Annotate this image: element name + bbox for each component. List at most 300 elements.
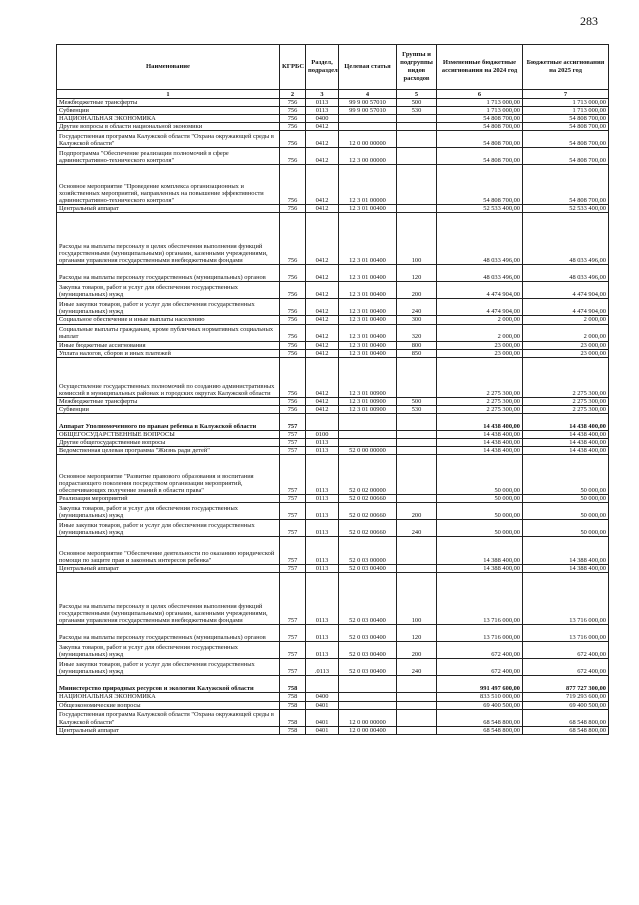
cell-amount-2024: 68 548 800,00	[437, 726, 523, 734]
cell-name: Иные закупки товаров, работ и услуг для обеспечения государственных (муниципальных) нужд	[57, 520, 280, 537]
cell-kgrbs: 756	[280, 213, 306, 265]
cell-name: Осуществление государственных полномочий по созданию административных комиссий в муниципальных районах и городских округах Калужской области	[57, 357, 280, 397]
cell-name: Аппарат Уполномоченного по правам ребенка в Калужской области	[57, 413, 280, 430]
table-row	[57, 405, 609, 413]
cell-section: 0113	[306, 537, 339, 565]
cell-group	[397, 447, 437, 455]
cell-name: Расходы на выплаты персоналу государственных (муниципальных) органов	[57, 625, 280, 642]
table-row	[57, 99, 609, 107]
cell-kgrbs: 757	[280, 565, 306, 573]
cell-group	[397, 537, 437, 565]
cell-amount-2025: 14 438 400,00	[523, 439, 609, 447]
cell-kgrbs: 758	[280, 701, 306, 709]
cell-section: 0412	[306, 341, 339, 349]
cell-amount-2024: 48 033 496,00	[437, 265, 523, 282]
cell-amount-2025: 68 548 800,00	[523, 726, 609, 734]
cell-amount-2025: 672 400,00	[523, 659, 609, 676]
cell-section: 0401	[306, 701, 339, 709]
cell-section: 0100	[306, 430, 339, 438]
cell-section: 0113	[306, 107, 339, 115]
table-row	[57, 495, 609, 503]
cell-amount-2024: 672 400,00	[437, 642, 523, 659]
cell-section: 0412	[306, 316, 339, 324]
header-2024: Измененные бюджетные ассигнования на 2024 год	[437, 45, 523, 90]
cell-group	[397, 357, 437, 397]
cell-amount-2025: 14 388 400,00	[523, 565, 609, 573]
cell-amount-2024: 1 713 000,00	[437, 99, 523, 107]
cell-kgrbs: 757	[280, 573, 306, 625]
table-row	[57, 165, 609, 205]
cell-name: Закупка товаров, работ и услуг для обеспечения государственных (муниципальных) нужд	[57, 282, 280, 299]
cell-group: 200	[397, 503, 437, 520]
cell-amount-2025: 13 716 000,00	[523, 573, 609, 625]
cell-name: Центральный аппарат	[57, 726, 280, 734]
cell-target: 99 9 00 57010	[339, 99, 397, 107]
cell-kgrbs: 757	[280, 520, 306, 537]
cell-kgrbs: 756	[280, 397, 306, 405]
cell-kgrbs: 756	[280, 324, 306, 341]
cell-name: Расходы на выплаты персоналу государственных (муниципальных) органов	[57, 265, 280, 282]
cell-name: Расходы на выплаты персоналу в целях обеспечения выполнения функций государственными (муниципальными) органами, казенными учреждениями, органами управления государственными внебюджетными фондами	[57, 213, 280, 265]
cell-group	[397, 565, 437, 573]
cell-amount-2025: 2 275 300,00	[523, 405, 609, 413]
cell-name: Государственная программа Калужской области "Охрана окружающей среды в Калужской области"	[57, 131, 280, 148]
cell-amount-2024: 54 808 700,00	[437, 123, 523, 131]
cell-section: 0113	[306, 447, 339, 455]
cell-target: 12 3 01 00400	[339, 349, 397, 357]
cell-section: 0400	[306, 693, 339, 701]
cell-target: 12 3 00 00000	[339, 148, 397, 165]
cell-group	[397, 495, 437, 503]
cell-name: Иные закупки товаров, работ и услуг для обеспечения государственных (муниципальных) нужд	[57, 299, 280, 316]
table-row	[57, 299, 609, 316]
cell-amount-2025: 50 000,00	[523, 495, 609, 503]
cell-target	[339, 693, 397, 701]
table-row	[57, 397, 609, 405]
cell-target	[339, 413, 397, 430]
cell-target: 99 9 00 57010	[339, 107, 397, 115]
cell-group	[397, 165, 437, 205]
cell-section: 0412	[306, 165, 339, 205]
cell-section: 0412	[306, 357, 339, 397]
table-row	[57, 341, 609, 349]
cell-kgrbs: 756	[280, 115, 306, 123]
column-number: 2	[280, 90, 306, 99]
cell-group: 200	[397, 642, 437, 659]
cell-section	[306, 413, 339, 430]
cell-section: 0401	[306, 726, 339, 734]
cell-group: 120	[397, 265, 437, 282]
cell-name: Закупка товаров, работ и услуг для обеспечения государственных (муниципальных) нужд	[57, 503, 280, 520]
cell-amount-2024: 54 808 700,00	[437, 148, 523, 165]
cell-section: 0113	[306, 625, 339, 642]
cell-kgrbs: 758	[280, 676, 306, 693]
table-row	[57, 520, 609, 537]
cell-amount-2025: 50 000,00	[523, 455, 609, 495]
table-row	[57, 349, 609, 357]
cell-target: 12 3 01 00400	[339, 265, 397, 282]
cell-amount-2025: 14 388 400,00	[523, 537, 609, 565]
table-row	[57, 439, 609, 447]
column-number: 6	[437, 90, 523, 99]
cell-kgrbs: 756	[280, 316, 306, 324]
cell-kgrbs: 756	[280, 341, 306, 349]
table-row	[57, 503, 609, 520]
cell-amount-2024: 2 275 300,00	[437, 357, 523, 397]
table-row	[57, 123, 609, 131]
table-row	[57, 148, 609, 165]
cell-name: Субвенции	[57, 405, 280, 413]
table-body	[57, 99, 609, 735]
cell-kgrbs: 757	[280, 447, 306, 455]
cell-group	[397, 439, 437, 447]
cell-kgrbs: 756	[280, 165, 306, 205]
cell-section: 0412	[306, 205, 339, 213]
cell-amount-2024: 52 533 400,00	[437, 205, 523, 213]
cell-section: 0401	[306, 709, 339, 726]
table-row	[57, 131, 609, 148]
cell-target: 12 0 00 00000	[339, 709, 397, 726]
cell-section: 0412	[306, 405, 339, 413]
cell-amount-2025: 4 474 904,00	[523, 299, 609, 316]
cell-name: Другие общегосударственные вопросы	[57, 439, 280, 447]
cell-section: 0412	[306, 349, 339, 357]
cell-amount-2024: 4 474 904,00	[437, 282, 523, 299]
cell-group: 240	[397, 659, 437, 676]
cell-name: Социальное обеспечение и иные выплаты населению	[57, 316, 280, 324]
cell-amount-2025: 4 474 904,00	[523, 282, 609, 299]
column-number: 1	[57, 90, 280, 99]
cell-group	[397, 123, 437, 131]
cell-target: 12 3 01 00900	[339, 397, 397, 405]
cell-amount-2024: 1 713 000,00	[437, 107, 523, 115]
cell-target: 52 0 03 00400	[339, 565, 397, 573]
table-row	[57, 573, 609, 625]
cell-amount-2024: 13 716 000,00	[437, 625, 523, 642]
cell-name: Подпрограмма "Обеспечение реализации полномочий в сфере административно-технического контроля"	[57, 148, 280, 165]
cell-group: 500	[397, 397, 437, 405]
cell-amount-2025: 14 438 400,00	[523, 430, 609, 438]
cell-kgrbs: 756	[280, 99, 306, 107]
cell-section: 0113	[306, 99, 339, 107]
table-row	[57, 565, 609, 573]
cell-amount-2025: 54 808 700,00	[523, 123, 609, 131]
cell-group	[397, 726, 437, 734]
cell-amount-2024: 54 808 700,00	[437, 165, 523, 205]
cell-section: 0113	[306, 495, 339, 503]
cell-amount-2025: 672 400,00	[523, 642, 609, 659]
cell-kgrbs: 758	[280, 709, 306, 726]
table-row	[57, 324, 609, 341]
cell-target	[339, 430, 397, 438]
cell-name: Межбюджетные трансферты	[57, 99, 280, 107]
cell-amount-2024: 50 000,00	[437, 503, 523, 520]
cell-amount-2024: 50 000,00	[437, 520, 523, 537]
cell-amount-2025: 48 033 496,00	[523, 213, 609, 265]
header-name: Наименование	[57, 45, 280, 90]
cell-target: 12 0 00 00000	[339, 131, 397, 148]
cell-section: 0113	[306, 573, 339, 625]
cell-amount-2024: 50 000,00	[437, 455, 523, 495]
cell-name: Другие вопросы в области национальной экономики	[57, 123, 280, 131]
cell-group: 530	[397, 107, 437, 115]
page-number: 283	[580, 14, 598, 28]
cell-kgrbs: 757	[280, 455, 306, 495]
cell-group	[397, 148, 437, 165]
cell-kgrbs: 757	[280, 659, 306, 676]
cell-amount-2025: 52 533 400,00	[523, 205, 609, 213]
cell-name: Ведомственная целевая программа "Жизнь ради детей"	[57, 447, 280, 455]
cell-target	[339, 676, 397, 693]
cell-target: 12 3 01 00400	[339, 205, 397, 213]
cell-kgrbs: 757	[280, 642, 306, 659]
cell-group	[397, 693, 437, 701]
cell-group: 240	[397, 299, 437, 316]
cell-group	[397, 205, 437, 213]
cell-name: Основное мероприятие "Обеспечение деятельности по оказанию юридической помощи по защите прав и законных интересов ребенка"	[57, 537, 280, 565]
cell-name: Межбюджетные трансферты	[57, 397, 280, 405]
cell-amount-2025: 719 293 600,00	[523, 693, 609, 701]
cell-amount-2024: 14 388 400,00	[437, 537, 523, 565]
table-row	[57, 282, 609, 299]
cell-kgrbs: 757	[280, 503, 306, 520]
cell-group	[397, 115, 437, 123]
cell-amount-2025: 54 808 700,00	[523, 131, 609, 148]
cell-kgrbs: 757	[280, 537, 306, 565]
cell-amount-2024: 672 400,00	[437, 659, 523, 676]
cell-amount-2025: 1 713 000,00	[523, 99, 609, 107]
cell-target: 12 3 01 00400	[339, 282, 397, 299]
cell-amount-2025: 23 000,00	[523, 349, 609, 357]
cell-section: 0113	[306, 503, 339, 520]
cell-kgrbs: 756	[280, 357, 306, 397]
cell-amount-2024: 54 808 700,00	[437, 131, 523, 148]
cell-section: 0412	[306, 265, 339, 282]
cell-name: Социальные выплаты гражданам, кроме публичных нормативных социальных выплат	[57, 324, 280, 341]
cell-group: 530	[397, 405, 437, 413]
cell-group	[397, 430, 437, 438]
cell-target	[339, 115, 397, 123]
cell-amount-2024: 2 000,00	[437, 324, 523, 341]
cell-section: 0412	[306, 123, 339, 131]
cell-target: 12 3 01 00000	[339, 165, 397, 205]
table-row	[57, 625, 609, 642]
cell-section: 0113	[306, 520, 339, 537]
table-row	[57, 205, 609, 213]
table-row	[57, 537, 609, 565]
cell-target: 12 3 01 00900	[339, 357, 397, 397]
header-target: Целевая статья	[339, 45, 397, 90]
table-row	[57, 107, 609, 115]
cell-section: 0412	[306, 324, 339, 341]
table-row	[57, 357, 609, 397]
cell-kgrbs: 756	[280, 123, 306, 131]
cell-section	[306, 676, 339, 693]
cell-group: 100	[397, 573, 437, 625]
cell-kgrbs: 756	[280, 405, 306, 413]
cell-amount-2025: 2 000,00	[523, 324, 609, 341]
cell-target: 52 0 02 00660	[339, 503, 397, 520]
table-row	[57, 316, 609, 324]
table-row	[57, 265, 609, 282]
cell-target	[339, 439, 397, 447]
cell-group: 800	[397, 341, 437, 349]
cell-kgrbs: 756	[280, 107, 306, 115]
cell-amount-2024: 833 510 000,00	[437, 693, 523, 701]
table-row	[57, 676, 609, 693]
table-row	[57, 413, 609, 430]
cell-group: 240	[397, 520, 437, 537]
cell-group: 100	[397, 213, 437, 265]
cell-amount-2025: 50 000,00	[523, 520, 609, 537]
cell-amount-2024: 13 716 000,00	[437, 573, 523, 625]
cell-section: 0412	[306, 131, 339, 148]
table-row	[57, 213, 609, 265]
cell-target: 52 0 03 00400	[339, 573, 397, 625]
cell-target	[339, 123, 397, 131]
cell-target: 52 0 03 00400	[339, 625, 397, 642]
cell-group	[397, 413, 437, 430]
cell-amount-2025: 48 033 496,00	[523, 265, 609, 282]
cell-name: Субвенции	[57, 107, 280, 115]
cell-amount-2025: 2 000,00	[523, 316, 609, 324]
header-group: Группы и подгруппы видов расходов	[397, 45, 437, 90]
cell-amount-2025: 54 808 700,00	[523, 115, 609, 123]
cell-kgrbs: 756	[280, 265, 306, 282]
cell-amount-2024: 4 474 904,00	[437, 299, 523, 316]
cell-name: НАЦИОНАЛЬНАЯ ЭКОНОМИКА	[57, 115, 280, 123]
cell-name: Министерство природных ресурсов и экологии Калужской области	[57, 676, 280, 693]
cell-kgrbs: 757	[280, 413, 306, 430]
cell-amount-2025: 23 000,00	[523, 341, 609, 349]
cell-target: 12 3 01 00400	[339, 299, 397, 316]
cell-group: 500	[397, 99, 437, 107]
cell-amount-2024: 991 497 600,00	[437, 676, 523, 693]
cell-amount-2025: 50 000,00	[523, 503, 609, 520]
cell-amount-2025: 877 727 300,00	[523, 676, 609, 693]
cell-name: Иные бюджетные ассигнования	[57, 341, 280, 349]
cell-section: 0400	[306, 115, 339, 123]
cell-group: 850	[397, 349, 437, 357]
cell-group: 320	[397, 324, 437, 341]
cell-name: Уплата налогов, сборов и иных платежей	[57, 349, 280, 357]
cell-section: 0113	[306, 455, 339, 495]
table-row	[57, 659, 609, 676]
header-section: Раздел, подраздел	[306, 45, 339, 90]
cell-amount-2024: 50 000,00	[437, 495, 523, 503]
cell-amount-2024: 2 275 300,00	[437, 397, 523, 405]
table-row	[57, 726, 609, 734]
cell-amount-2024: 48 033 496,00	[437, 213, 523, 265]
cell-amount-2024: 2 000,00	[437, 316, 523, 324]
cell-name: Закупка товаров, работ и услуг для обеспечения государственных (муниципальных) нужд	[57, 642, 280, 659]
table-row	[57, 430, 609, 438]
table-row	[57, 709, 609, 726]
cell-name: Расходы на выплаты персоналу в целях обеспечения выполнения функций государственными (муниципальными) органами, казенными учреждениями, органами управления государственными внебюджетными фондами	[57, 573, 280, 625]
cell-target: 12 3 01 00400	[339, 316, 397, 324]
cell-group	[397, 676, 437, 693]
cell-kgrbs: 756	[280, 131, 306, 148]
table-header-row	[57, 45, 609, 90]
cell-amount-2025: 14 438 400,00	[523, 413, 609, 430]
cell-amount-2025: 68 548 800,00	[523, 709, 609, 726]
cell-target	[339, 701, 397, 709]
cell-name: Государственная программа Калужской области "Охрана окружающей среды в Калужской области"	[57, 709, 280, 726]
column-number-row	[57, 90, 609, 99]
cell-section: 0412	[306, 148, 339, 165]
table-row	[57, 693, 609, 701]
cell-kgrbs: 758	[280, 693, 306, 701]
column-number: 7	[523, 90, 609, 99]
cell-amount-2025: 2 275 300,00	[523, 357, 609, 397]
cell-amount-2024: 14 438 400,00	[437, 447, 523, 455]
cell-amount-2025: 54 808 700,00	[523, 165, 609, 205]
cell-section: 0412	[306, 397, 339, 405]
cell-name: НАЦИОНАЛЬНАЯ ЭКОНОМИКА	[57, 693, 280, 701]
cell-amount-2024: 69 400 500,00	[437, 701, 523, 709]
table-row	[57, 447, 609, 455]
table-row	[57, 642, 609, 659]
cell-section: 0113	[306, 565, 339, 573]
column-number: 3	[306, 90, 339, 99]
table-row	[57, 455, 609, 495]
cell-amount-2024: 14 438 400,00	[437, 413, 523, 430]
cell-target: 12 0 00 00400	[339, 726, 397, 734]
cell-section: 0412	[306, 213, 339, 265]
cell-group	[397, 455, 437, 495]
cell-name: ОБЩЕГОСУДАРСТВЕННЫЕ ВОПРОСЫ	[57, 430, 280, 438]
cell-section: 0412	[306, 299, 339, 316]
cell-group	[397, 131, 437, 148]
cell-amount-2024: 23 000,00	[437, 349, 523, 357]
cell-amount-2025: 2 275 300,00	[523, 397, 609, 405]
cell-kgrbs: 757	[280, 439, 306, 447]
budget-table	[56, 44, 609, 735]
cell-target: 12 3 01 00400	[339, 324, 397, 341]
cell-name: Центральный аппарат	[57, 565, 280, 573]
cell-amount-2024: 54 808 700,00	[437, 115, 523, 123]
cell-kgrbs: 756	[280, 282, 306, 299]
cell-kgrbs: 757	[280, 625, 306, 642]
cell-section: 0113	[306, 642, 339, 659]
cell-kgrbs: 756	[280, 148, 306, 165]
cell-group	[397, 709, 437, 726]
cell-kgrbs: 756	[280, 205, 306, 213]
cell-target: 52 0 03 00400	[339, 642, 397, 659]
column-number: 4	[339, 90, 397, 99]
cell-amount-2024: 2 275 300,00	[437, 405, 523, 413]
cell-target: 12 3 01 00400	[339, 213, 397, 265]
cell-target: 52 0 03 00000	[339, 537, 397, 565]
cell-group: 200	[397, 282, 437, 299]
cell-group: 300	[397, 316, 437, 324]
cell-amount-2025: 69 400 500,00	[523, 701, 609, 709]
cell-kgrbs: 758	[280, 726, 306, 734]
cell-target: 52 0 03 00400	[339, 659, 397, 676]
cell-kgrbs: 756	[280, 349, 306, 357]
cell-name: Основное мероприятие "Проведение комплекса организационных и хозяйственных мероприятий, направленных на повышение эффективности административно-технического контроля"	[57, 165, 280, 205]
cell-target: 52 0 02 00660	[339, 520, 397, 537]
cell-amount-2024: 23 000,00	[437, 341, 523, 349]
cell-group	[397, 701, 437, 709]
table-row	[57, 115, 609, 123]
cell-name: Центральный аппарат	[57, 205, 280, 213]
cell-target: 52 0 02 00660	[339, 495, 397, 503]
cell-section: 0412	[306, 282, 339, 299]
cell-target: 52 0 00 00000	[339, 447, 397, 455]
header-2025: Бюджетные ассигнования на 2025 год	[523, 45, 609, 90]
column-number: 5	[397, 90, 437, 99]
